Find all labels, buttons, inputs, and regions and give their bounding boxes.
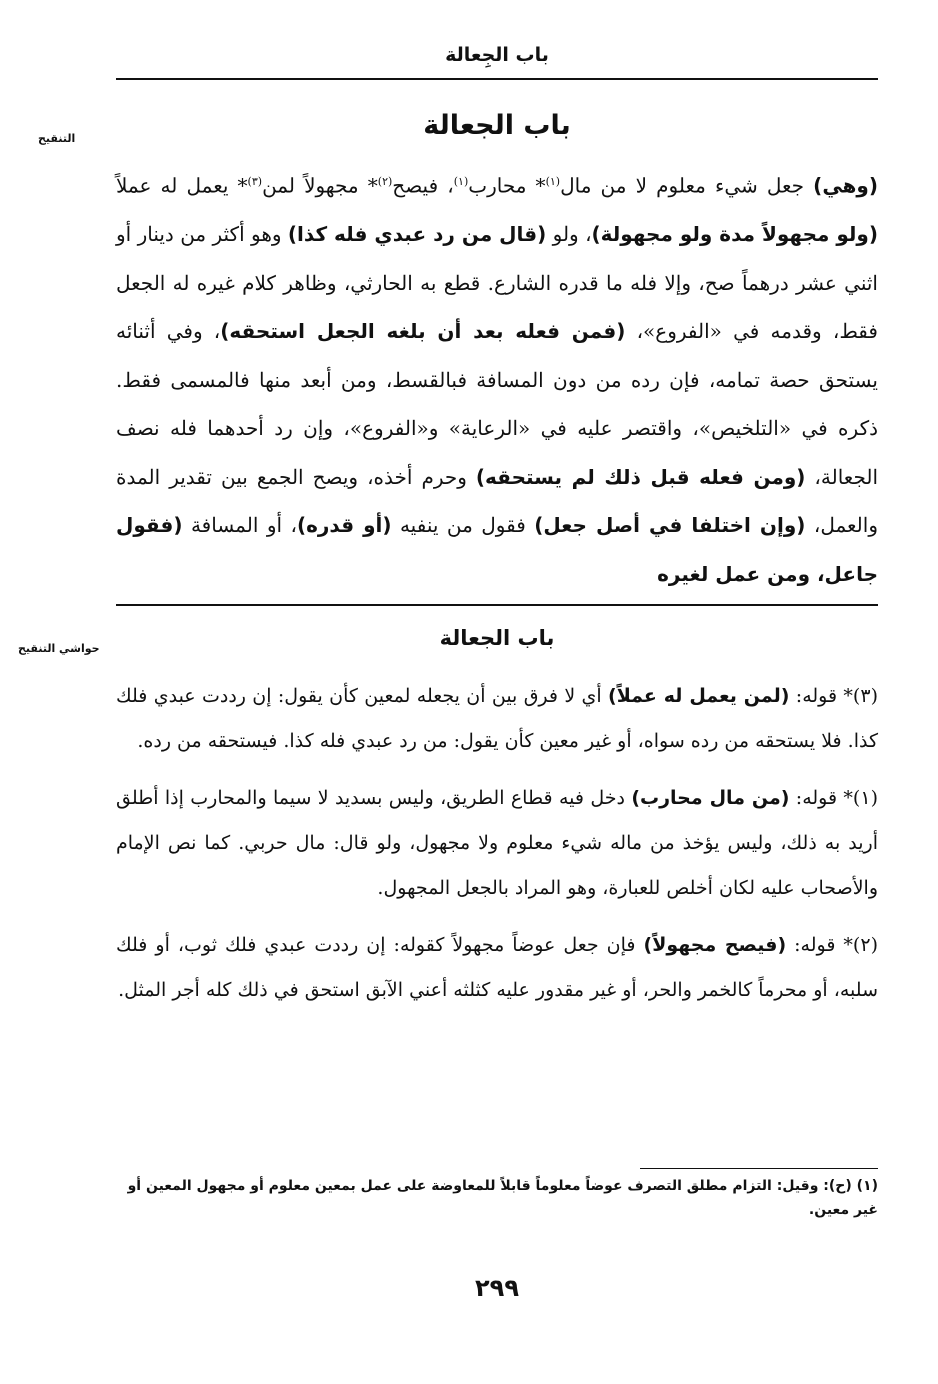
footnote-rule [640, 1168, 878, 1169]
text-segment: ، فيصح [392, 173, 454, 198]
bold-segment: (وإن اختلفا في أصل جعل) [534, 513, 806, 538]
text-segment: دخل فيه قطاع الطريق، وليس بسديد لا سيما والمحارب إذا أطلق أريد به ذلك، وليس يؤخذ من ماله شيء معلوم ولا مجهول، ولو قال: مال حربي. كما نص الإمام والأصحاب عليه لكان أخلص للعبارة، وهو المراد بالجعل المجهول. [116, 787, 878, 899]
notes-title: باب الجعالة [439, 626, 555, 650]
notes-text [116, 674, 878, 1025]
note-label: (١)* قوله: [789, 787, 878, 809]
margin-label-hawashi: حواشي التنقيح [18, 642, 100, 655]
text-segment: أي لا فرق بين أن يجعله لمعين كأن يقول: إن رددت عبدي فلك كذا. فلا يستحقه من رده سواه، أو غير معين كأن يقول: من رد عبدي فله كذا. فيستحقه من رده. [116, 685, 878, 752]
note-paragraph [116, 674, 878, 764]
bold-segment: (فقول جاعل، ومن عمل لغيره [116, 513, 878, 586]
bold-segment: (ولو مجهولاً مدة ولو مجهولة) [591, 222, 878, 247]
main-paragraph [116, 158, 878, 598]
text-segment: * مجهولاً لمن [262, 173, 378, 198]
footnote-ref: (٣) [247, 175, 263, 188]
margin-label-tanqih: التنقيح [38, 132, 76, 145]
bold-segment: (فمن فعله بعد أن بلغه الجعل استحقه) [220, 319, 626, 344]
note-paragraph [116, 776, 878, 911]
text-segment: ، أو المسافة [182, 513, 297, 538]
header-rule [116, 78, 878, 80]
bold-segment: (من مال محارب) [631, 787, 790, 809]
running-header: باب الجِعالة [445, 44, 549, 66]
note-label: (٢)* قوله: [786, 934, 878, 956]
note-label: (٣)* قوله: [789, 685, 878, 707]
section-title: باب الجعالة [423, 110, 571, 141]
text-segment: ، وفي أثنائه يستحق حصة تمامه، فإن رده من دون المسافة فبالقسط، ومن أبعد منها فالمسمى فقط. ذكره في «التلخيص»، واقتصر عليه في «الرعاية» و«الفروع»، وإن رد أحدهما فله نصف الجعالة، [116, 319, 879, 489]
bold-segment: (لمن يعمل له عملاً) [608, 685, 790, 707]
bold-segment: (ومن فعله قبل ذلك لم يستحقه) [475, 464, 806, 489]
footnote: (١) (ح): وقيل: التزام مطلق التصرف عوضاً معلوماً قابلاً للمعاوضة على عمل بمعين معلوم أو مجهول المعين أو غير معين. [127, 1178, 878, 1218]
note-paragraph [116, 923, 878, 1013]
text-segment: وحرم أخذه، ويصح الجمع بين تقدير المدة والعمل، [116, 464, 878, 538]
bold-segment: (قال من رد عبدي فله كذا) [287, 222, 547, 247]
footnote-ref: (١) [453, 175, 469, 188]
bold-segment: (أو قدره) [296, 513, 392, 538]
footnote-ref: (١) [545, 175, 561, 188]
footnote-ref: (٢) [377, 175, 393, 188]
text-segment: * يعمل له عملاً [116, 173, 248, 198]
text-segment: فإن جعل عوضاً مجهولاً كقوله: إن رددت عبدي فلك ثوب، أو فلك سلبه، أو محرماً كالخمر والحر، أو غير مقدور عليه كثلثه أعني الآبق استحق في ذلك كله أجر المثل. [116, 934, 878, 1001]
bold-segment: (وهي) [813, 173, 878, 198]
page-number: ٢٩٩ [475, 1274, 519, 1302]
text-segment: جعل شيء معلوم لا من مال [560, 173, 814, 198]
text-segment: * محارب [468, 173, 546, 198]
main-text [116, 158, 878, 598]
text-segment: وهو أكثر من دينار أو اثني عشر درهماً صح، وإلا فله ما قدره الشارع. قطع به الحارثي، وظاهر كلام غيره له الجعل فقط، وقدمه في «الفروع»، [116, 222, 878, 344]
section-divider [116, 604, 878, 606]
text-segment: فقول من ينفيه [391, 513, 535, 538]
text-segment: ، ولو [546, 222, 592, 247]
bold-segment: (فيصح مجهولاً) [643, 934, 787, 956]
